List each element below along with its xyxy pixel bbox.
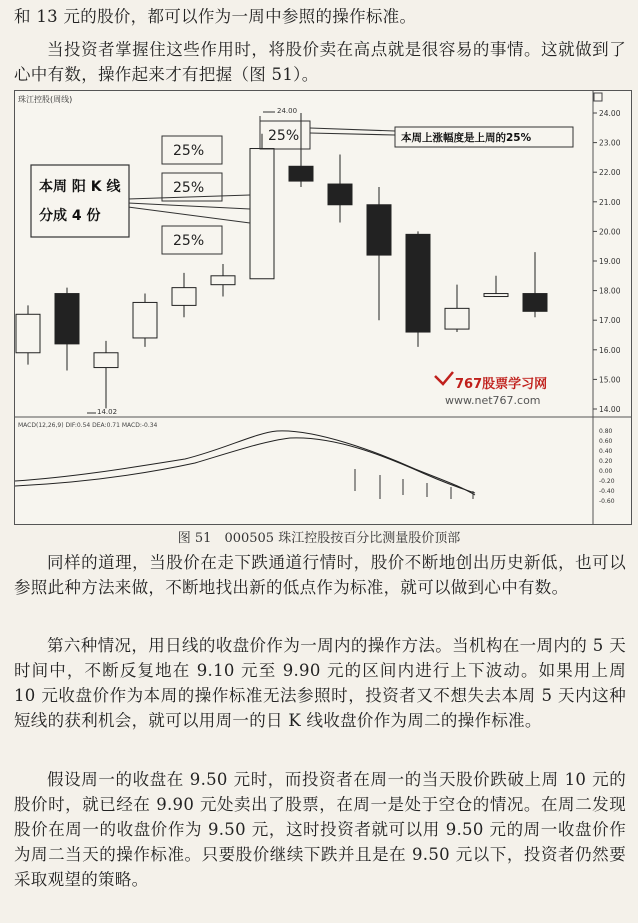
y-tick-label: 19.00 [599,257,621,266]
paragraph-1: 和 13 元的股价，都可以作为一周中参照的操作标准。 [14,7,417,26]
candle-body [94,353,118,368]
pct-label-4: 25% [268,128,300,144]
pct-label-3: 25% [173,233,205,249]
y-tick-label: 20.00 [599,227,621,237]
y-tick-label: 23.00 [599,138,621,148]
candle-body [484,294,508,297]
week-label-line1: 本周 阳 K 线 [39,179,121,195]
chart-title: 珠江控股(周线) [18,95,73,104]
annotation-25pct-boxes [162,116,310,254]
indicator-tick-label: -0.20 [599,478,615,485]
candle-body [445,308,469,329]
macd-histogram [355,469,473,499]
indicator-tick-label: 0.20 [599,458,613,465]
paragraph-5: 假设周一的收盘在 9.50 元时，而投资者在周一的当天股价跌破上周 10 元的股价时，就已经在 9.90 元处卖出了股票，在周一是处于空仓的情况。在周二发现股价在周一的收盘价作为 9.50 元，这时投资者就可以用 9.50 元的周一收盘价作为周二当天的操作标准。只要股价继续下跌并且是在 9.50 元以下，投资者仍然要采取观望的策略。 [14,770,626,889]
chart-svg [15,91,631,524]
y-tick-label: 21.00 [599,197,621,207]
indicator-tick-label: -0.40 [599,488,615,495]
y-tick-label: 18.00 [599,286,621,296]
watermark [435,372,547,407]
macd-dif-line [15,431,475,495]
rise-label: 本周上涨幅度是上周的25% [401,132,532,144]
y-tick-label: 22.00 [599,168,621,178]
week-annotation-box [31,165,129,237]
low-price-label: 14.02 [97,408,118,416]
y-tick-label: 17.00 [599,316,621,326]
week-label-line2: 分成 4 份 [39,208,101,224]
y-tick-label: 24.00 [599,109,621,118]
candle-body [211,276,235,285]
high-price-label: 24.00 [277,107,298,115]
pct-label-1: 25% [173,143,205,159]
figure-caption: 图 51 000505 珠江控股按百分比测量股价顶部 [177,531,461,546]
rise-annotation-box [395,127,573,147]
indicator-header: MACD(12,26,9) DIF:0.54 DEA:0.71 MACD:-0.34 [18,422,158,429]
candle-body [55,294,79,344]
paragraph-4: 第六种情况，用日线的收盘价作为一周内的操作方法。当机构在一周内的 5 天时间中，不断反复地在 9.10 元至 9.90 元的区间内进行上下波动。如果用上周 10 元收盘价作为本周的操作标准无法参照时，投资者又不想失去本周 5 天内这种短线的获利机会，就可以用周一的日 K 线收盘价作为周二的操作标准。 [14,636,626,730]
indicator-tick-label: 0.00 [599,468,613,475]
paragraph-2: 当投资者掌握住这些作用时，将股价卖在高点就是很容易的事情。这就做到了心中有数，操作起来才有把握（图 51）。 [14,40,626,84]
y-tick-label: 15.00 [599,375,621,385]
scale-toggle-icon [594,93,602,101]
y-tick-label: 14.00 [599,405,621,414]
candle-body [523,294,547,312]
pct-label-2: 25% [173,180,205,196]
candle-body [172,288,196,306]
watermark-brand: 767股票学习网 [455,377,548,392]
macd-dea-line [15,438,475,493]
candle-body [289,166,313,181]
candle-body [133,302,157,338]
y-tick-label: 16.00 [599,345,621,355]
stock-chart [14,90,632,525]
candle-body [328,184,352,205]
macd-lines [15,431,475,499]
candle-body [406,234,430,332]
candle-body [250,149,274,279]
paragraph-3: 同样的道理，当股价在走下跌通道行情时，股价不断地创出历史新低，也可以参照此种方法来做，不断地找出新的低点作为标准，就可以做到心中有数。 [14,553,626,597]
candle-body [367,205,391,255]
watermark-url: www.net767.com [445,394,541,407]
candle-body [16,314,40,352]
indicator-tick-label: 0.80 [599,428,613,435]
indicator-tick-label: 0.60 [599,438,613,445]
indicator-tick-label: 0.40 [599,448,613,455]
watermark-arrow-icon [435,372,453,384]
indicator-tick-label: -0.60 [599,498,615,505]
